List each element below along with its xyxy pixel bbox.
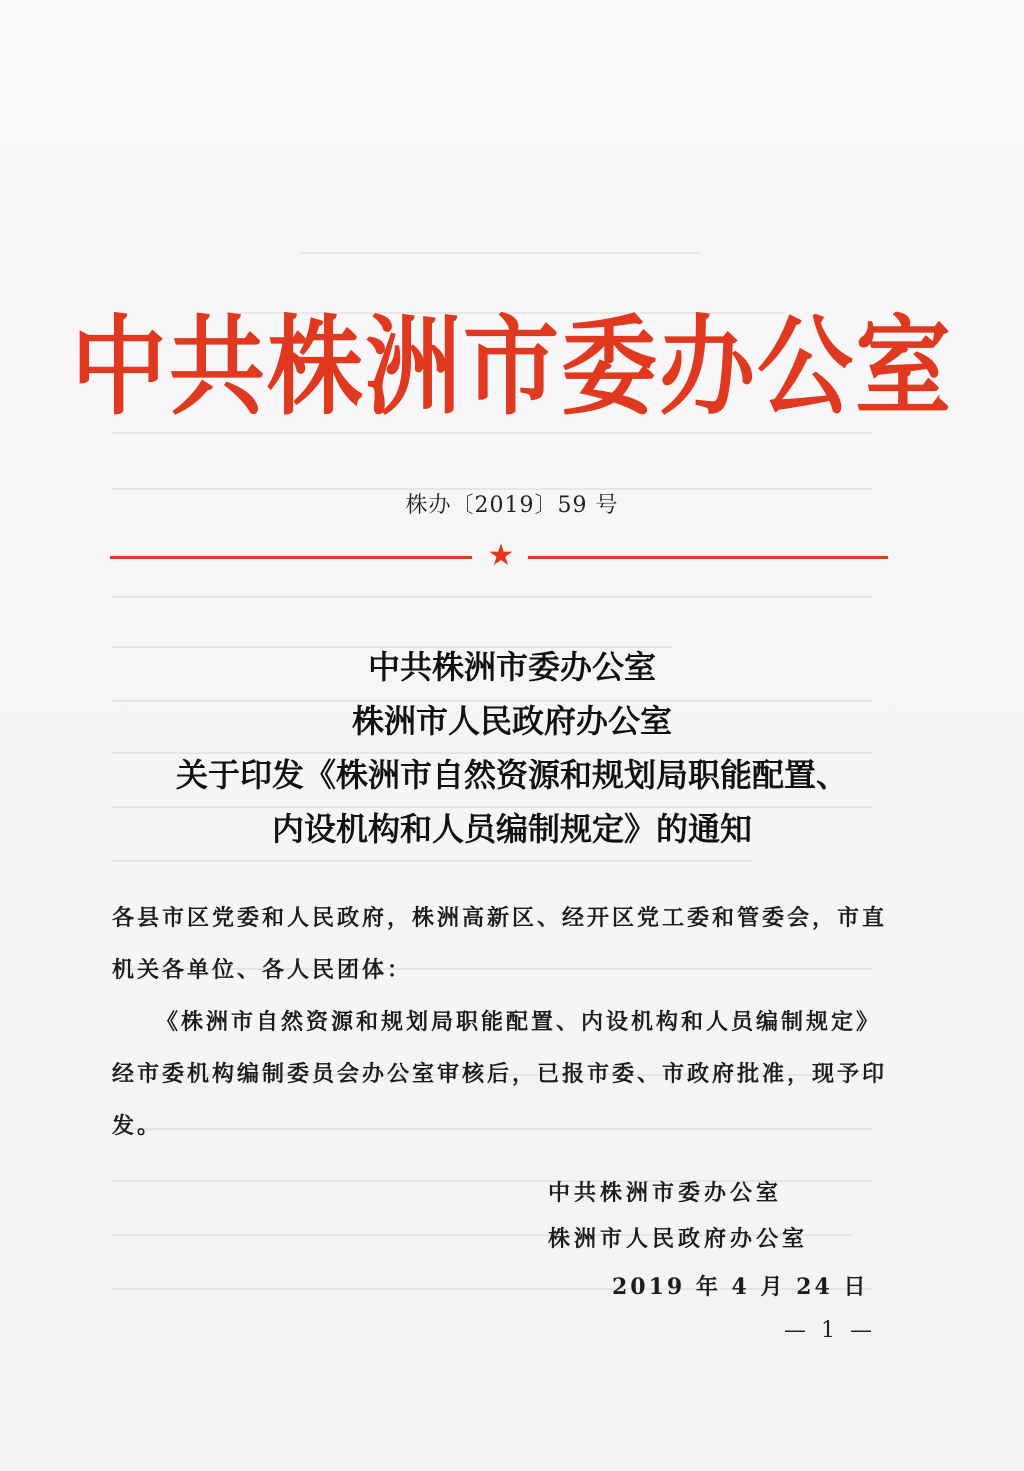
document-number: 株办〔2019〕59 号 <box>405 493 619 518</box>
signature-issuer-2: 株洲市人民政府办公室 <box>548 1226 809 1252</box>
red-divider-right <box>528 556 888 559</box>
signature-date: 2019 年 4 月 24 日 <box>612 1274 869 1300</box>
title-line-3: 关于印发《株洲市自然资源和规划局职能配置、 <box>175 756 848 794</box>
page-number: — 1 — <box>784 1318 876 1343</box>
red-divider-left <box>110 556 472 559</box>
body-text: 《株洲市自然资源和规划局职能配置、内设机构和人员编制规定》经市委机构编制委员会办公室审核后，已报市委、市政府批准，现予印发。 <box>112 1009 888 1139</box>
title-line-4: 内设机构和人员编制规定》的通知 <box>271 810 752 848</box>
salutation: 各县市区党委和人民政府，株洲高新区、经开区党工委和管委会，市直机关各单位、各人民团体： <box>112 905 888 983</box>
masthead-title: 中共株洲市委办公室 <box>71 304 953 430</box>
body-paragraph <box>112 996 892 1152</box>
title-line-2: 株洲市人民政府办公室 <box>351 702 672 740</box>
star-icon: ★ <box>487 538 515 573</box>
title-line-1: 中共株洲市委办公室 <box>367 648 656 686</box>
signature-issuer-1: 中共株洲市委办公室 <box>548 1180 783 1206</box>
